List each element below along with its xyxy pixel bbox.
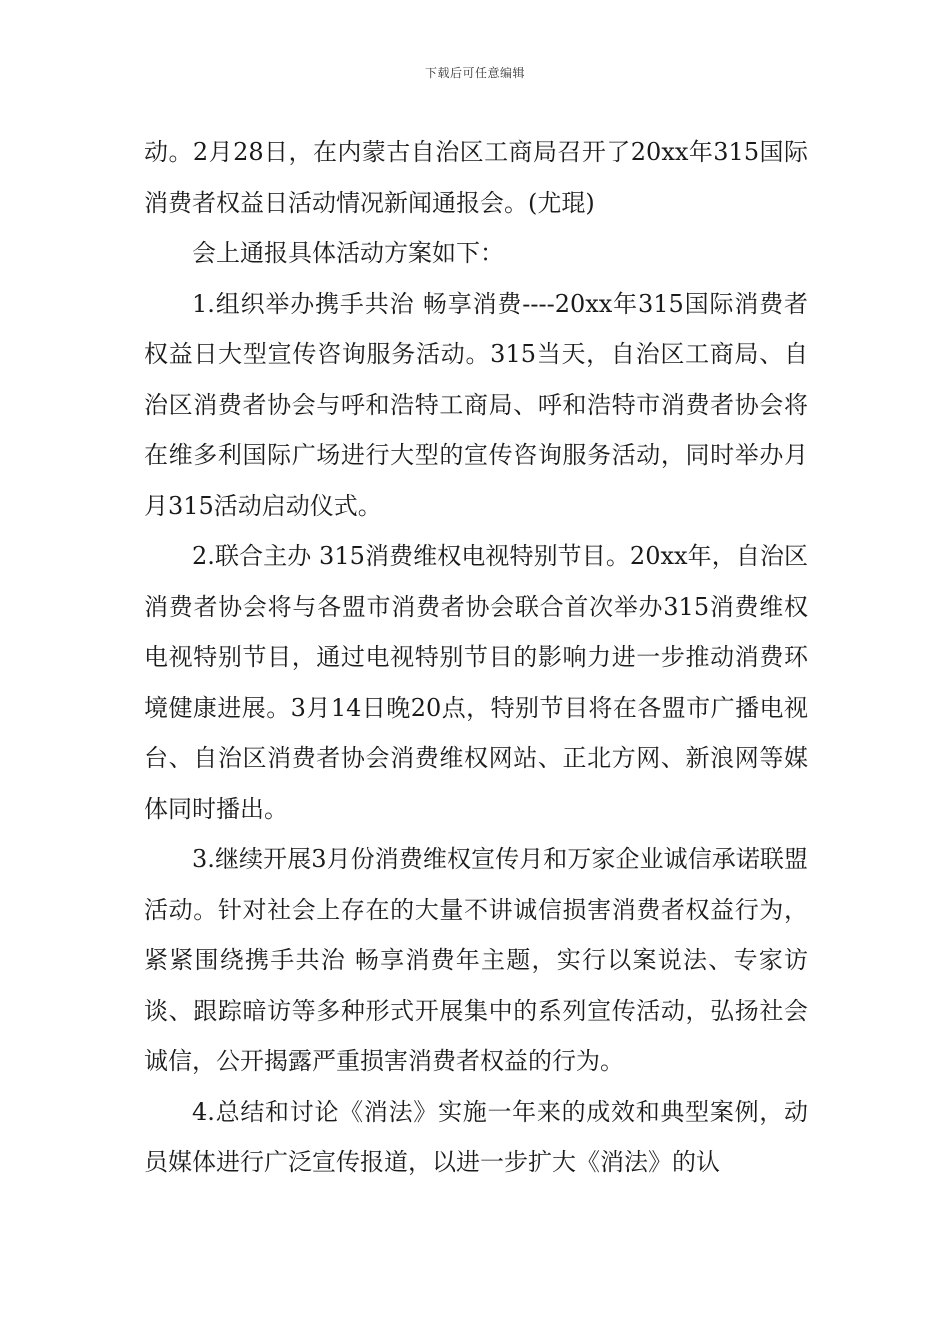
paragraph-6: 4.总结和讨论《消法》实施一年来的成效和典型案例，动员媒体进行广泛宣传报道，以进一步扩大《消法》的认 <box>144 1097 808 1176</box>
paragraph-5: 3.继续开展3月份消费维权宣传月和万家企业诚信承诺联盟活动。针对社会上存在的大量不讲诚信损害消费者权益行为，紧紧围绕携手共治 畅享消费年主题，实行以案说法、专家访谈、跟踪暗访等多种形式开展集中的系列宣传活动，弘扬社会诚信，公开揭露严重损害消费者权益的行为。 <box>144 845 808 1075</box>
paragraph-4: 2.联合主办 315消费维权电视特别节目。20xx年，自治区消费者协会将与各盟市消费者协会联合首次举办315消费维权电视特别节目，通过电视特别节目的影响力进一步推动消费环境健康进展。3月14日晚20点，特别节目将在各盟市广播电视台、自治区消费者协会消费维权网站、正北方网、新浪网等媒体同时播出。 <box>144 542 808 823</box>
page-header-note: 下载后可任意编辑 <box>424 66 525 80</box>
document-body <box>144 127 808 1188</box>
paragraph-3: 1.组织举办携手共治 畅享消费----20xx年315国际消费者权益日大型宣传咨询服务活动。315当天，自治区工商局、自治区消费者协会与呼和浩特工商局、呼和浩特市消费者协会将在维多利国际广场进行大型的宣传咨询服务活动，同时举办月月315活动启动仪式。 <box>144 289 808 520</box>
paragraph-2: 会上通报具体活动方案如下： <box>192 239 504 267</box>
paragraph-1: 动。2月28日，在内蒙古自治区工商局召开了20xx年315国际消费者权益日活动情况新闻通报会。(尤琨) <box>144 138 808 217</box>
